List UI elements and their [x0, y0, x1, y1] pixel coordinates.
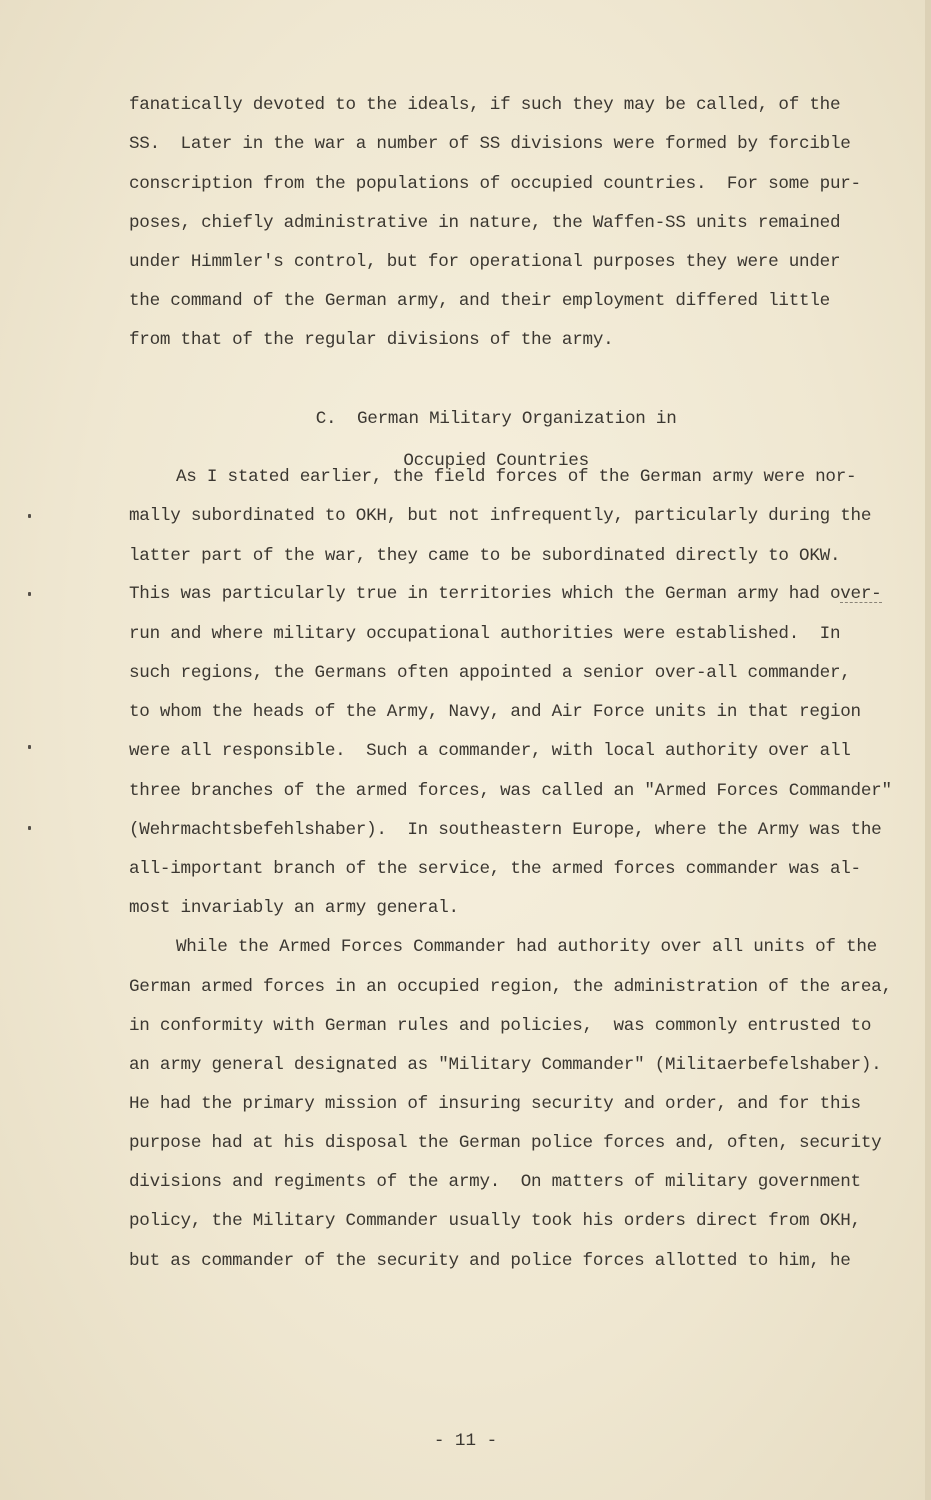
- text-line: policy, the Military Commander usually took his orders direct from OKH,: [129, 1211, 861, 1231]
- section-heading-line1: C. German Military Organization in: [315, 409, 677, 429]
- text-line: latter part of the war, they came to be subordinated directly to OKW.: [129, 546, 841, 566]
- text-line: were all responsible. Such a commander, with local authority over all: [129, 741, 851, 761]
- text-line: from that of the regular divisions of the army.: [129, 330, 614, 350]
- text-line: divisions and regiments of the army. On matters of military government: [129, 1172, 861, 1192]
- text-line: but as commander of the security and police forces allotted to him, he: [129, 1251, 851, 1271]
- page-edge: [925, 0, 931, 1500]
- text-line: mally subordinated to OKH, but not infrequently, particularly during the: [129, 506, 872, 526]
- margin-mark: [28, 592, 31, 596]
- text-line: SS. Later in the war a number of SS divisions were formed by forcible: [129, 134, 851, 154]
- text-line: all-important branch of the service, the armed forces commander was al-: [129, 859, 861, 879]
- page-number: - 11 -: [433, 1431, 498, 1451]
- text-line: (Wehrmachtsbefehlshaber). In southeastern Europe, where the Army was the: [129, 820, 882, 840]
- text-line: He had the primary mission of insuring security and order, and for this: [129, 1094, 861, 1114]
- text-line: This was particularly true in territories which the German army had over-: [129, 584, 882, 604]
- margin-mark: [28, 745, 31, 749]
- margin-mark: [28, 514, 31, 518]
- text-line: conscription from the populations of occupied countries. For some pur-: [129, 174, 861, 194]
- text-line: three branches of the armed forces, was called an "Armed Forces Commander": [129, 781, 892, 801]
- text-line: such regions, the Germans often appointed a senior over-all commander,: [129, 663, 851, 683]
- text-line: German armed forces in an occupied region, the administration of the area,: [129, 977, 892, 997]
- text-line: in conformity with German rules and policies, was commonly entrusted to: [129, 1016, 872, 1036]
- text-line: the command of the German army, and their employment differed little: [129, 291, 830, 311]
- text-line: purpose had at his disposal the German police forces and, often, security: [129, 1133, 882, 1153]
- text-line: fanatically devoted to the ideals, if such they may be called, of the: [129, 95, 841, 115]
- text-line: While the Armed Forces Commander had authority over all units of the: [176, 937, 877, 957]
- text-line: poses, chiefly administrative in nature, the Waffen-SS units remained: [129, 213, 841, 233]
- text-line: to whom the heads of the Army, Navy, and Air Force units in that region: [129, 702, 861, 722]
- margin-mark: [28, 826, 31, 830]
- text-line: run and where military occupational authorities were established. In: [129, 624, 841, 644]
- text-line: As I stated earlier, the field forces of the German army were nor-: [176, 467, 857, 487]
- text-line: an army general designated as "Military Commander" (Militaerbefelshaber).: [129, 1055, 882, 1075]
- section-heading-line2: Occupied Countries: [403, 451, 589, 471]
- text-line: under Himmler's control, but for operational purposes they were under: [129, 252, 841, 272]
- text-line: most invariably an army general.: [129, 898, 459, 918]
